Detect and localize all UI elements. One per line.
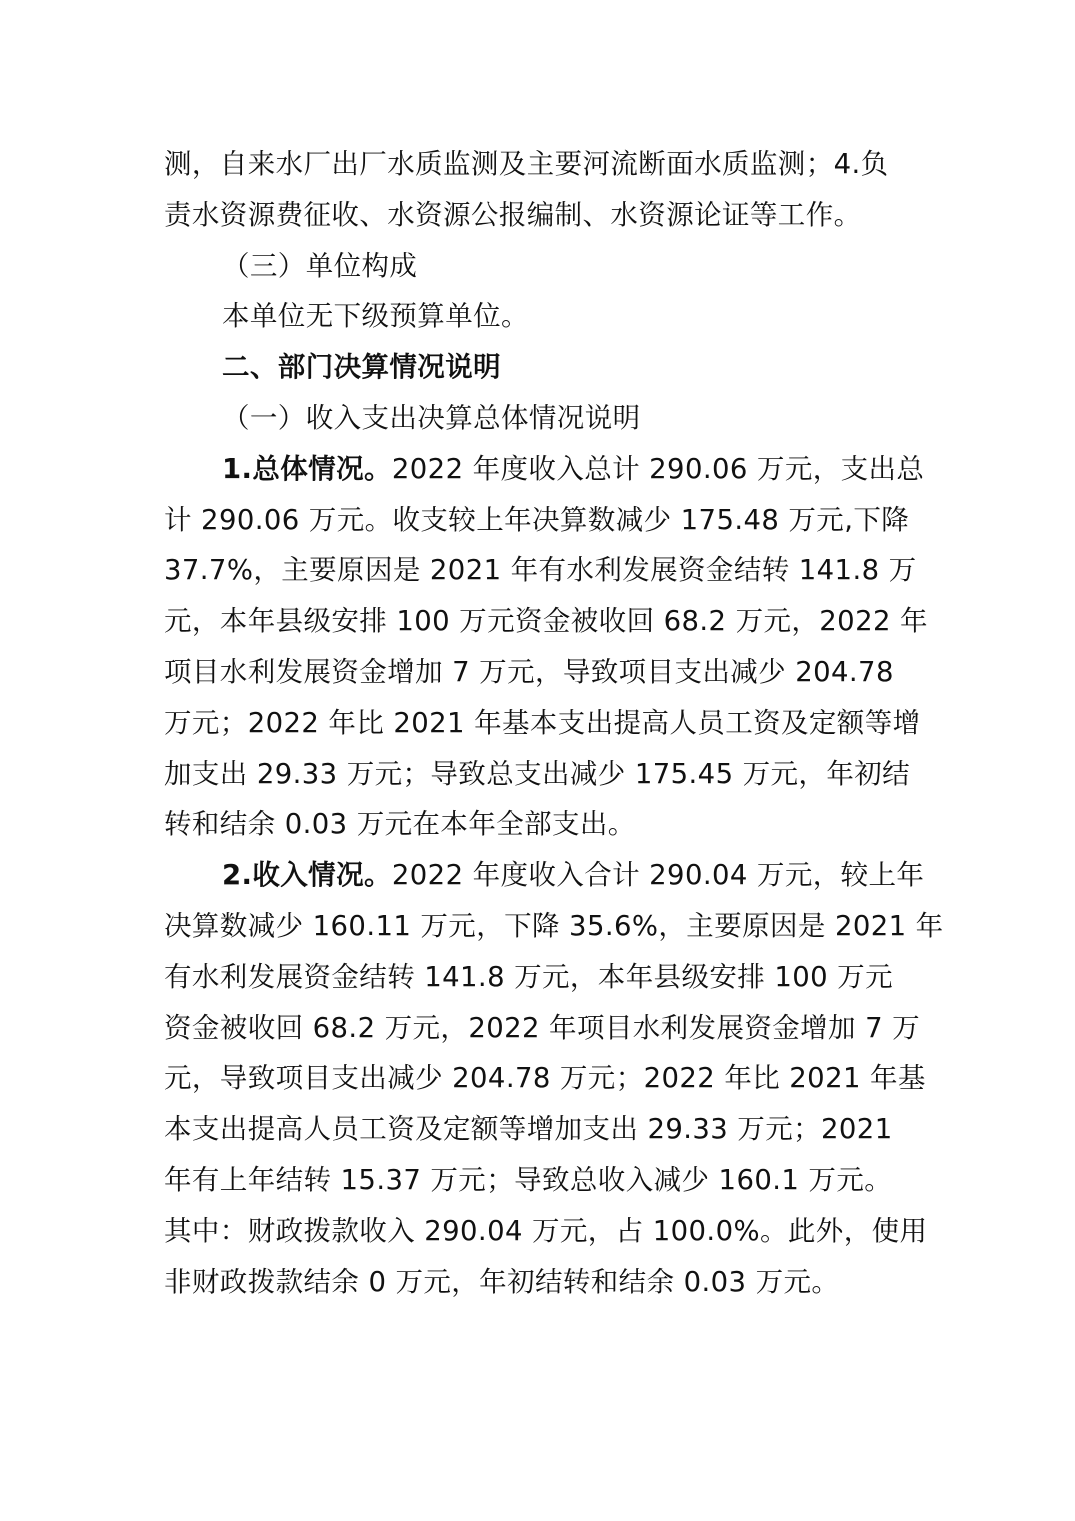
line-text: 项目水利发展资金增加 7 万元，导致项目支出减少 204.78 <box>164 655 894 688</box>
line-text: 本支出提高人员工资及定额等增加支出 29.33 万元；2021 <box>164 1113 893 1146</box>
line-text: 二、部门决算情况说明 <box>222 351 501 384</box>
line-text: 资金被收回 68.2 万元，2022 年项目水利发展资金增加 7 万 <box>164 1011 921 1044</box>
line-text: 37.7%，主要原因是 2021 年有水利发展资金结转 141.8 万 <box>164 554 917 587</box>
line-text: 非财政拨款结余 0 万元，年初结转和结余 0.03 万元。 <box>164 1265 840 1298</box>
line-text: 加支出 29.33 万元；导致总支出减少 175.45 万元，年初结 <box>164 757 911 790</box>
line-text: 2022 年度收入合计 290.04 万元，较上年 <box>391 859 925 892</box>
text-line <box>164 1104 914 1155</box>
text-line <box>164 444 925 495</box>
paragraph-lead-in: 2.收入情况。 <box>222 859 392 892</box>
line-text: 责水资源费征收、水资源公报编制、水资源论证等工作。 <box>164 198 862 231</box>
text-line <box>164 596 928 647</box>
text-line <box>164 647 914 698</box>
line-text: 计 290.06 万元。收支较上年决算数减少 175.48 万元,下降 <box>164 503 910 536</box>
line-text: （一）收入支出决算总体情况说明 <box>222 401 641 434</box>
document-body <box>164 139 944 1307</box>
text-line <box>164 1206 928 1257</box>
text-line <box>164 901 944 952</box>
line-text: 其中：财政拨款收入 290.04 万元，占 100.0%。此外，使用 <box>164 1214 928 1247</box>
text-line <box>164 291 914 342</box>
text-line <box>164 139 914 190</box>
text-line <box>164 545 917 596</box>
text-line <box>164 190 914 241</box>
text-line <box>164 1053 926 1104</box>
line-text: 元，本年县级安排 100 万元资金被收回 68.2 万元，2022 年 <box>164 605 928 638</box>
line-text: 测，自来水厂出厂水质监测及主要河流断面水质监测；4.负 <box>164 148 889 180</box>
line-text: （三）单位构成 <box>222 249 418 282</box>
line-text: 2022 年度收入总计 290.06 万元，支出总 <box>391 452 925 485</box>
line-text: 转和结余 0.03 万元在本年全部支出。 <box>164 808 636 841</box>
paragraph-lead-in: 1.总体情况。 <box>222 452 392 485</box>
line-text: 决算数减少 160.11 万元，下降 35.6%，主要原因是 2021 年 <box>164 909 944 942</box>
text-line <box>164 393 914 444</box>
text-line <box>164 495 914 546</box>
section-heading <box>164 342 914 393</box>
line-text: 年有上年结转 15.37 万元；导致总收入减少 160.1 万元。 <box>164 1163 893 1196</box>
text-line <box>164 698 921 749</box>
text-line <box>164 952 914 1003</box>
line-text: 万元；2022 年比 2021 年基本支出提高人员工资及定额等增 <box>164 706 921 739</box>
text-line <box>164 749 914 800</box>
line-text: 本单位无下级预算单位。 <box>222 300 529 333</box>
text-line <box>164 1257 914 1308</box>
text-line <box>164 850 925 901</box>
line-text: 有水利发展资金结转 141.8 万元，本年县级安排 100 万元 <box>164 960 893 993</box>
text-line <box>164 1003 921 1054</box>
text-line <box>164 799 914 850</box>
text-line <box>164 241 914 292</box>
text-line <box>164 1155 914 1206</box>
line-text: 元，导致项目支出减少 204.78 万元；2022 年比 2021 年基 <box>164 1062 926 1095</box>
